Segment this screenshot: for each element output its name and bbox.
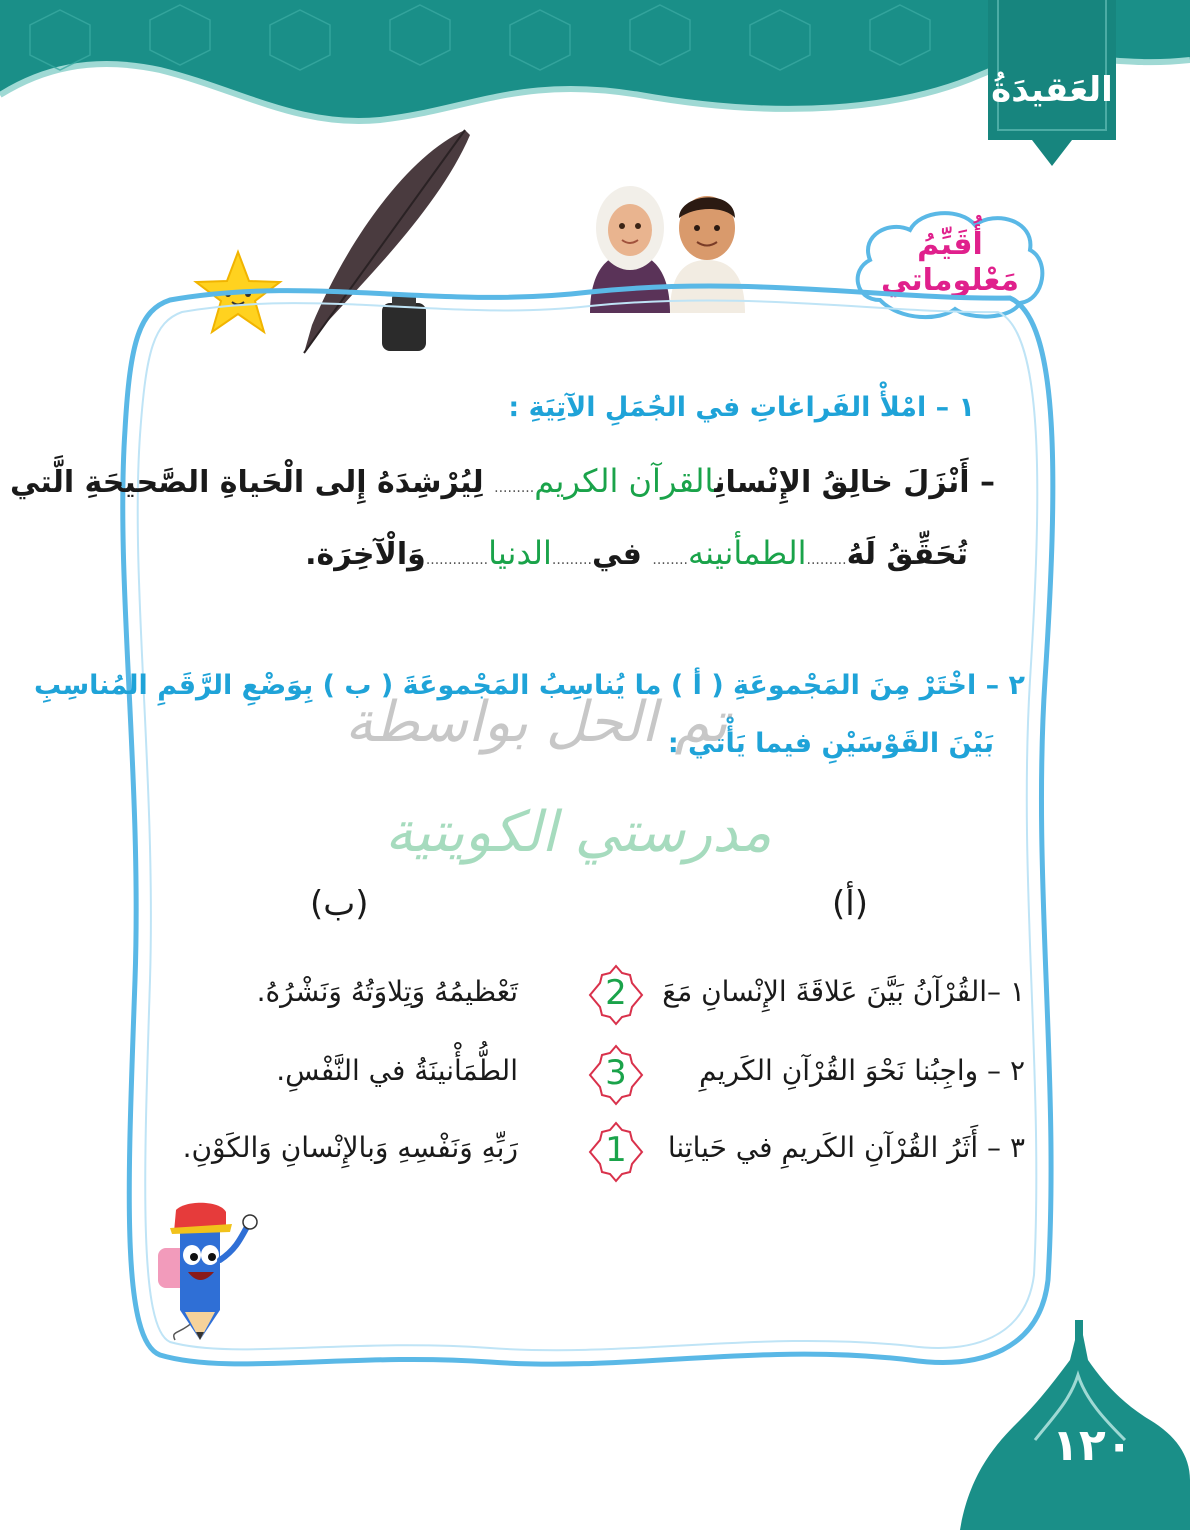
- section-title-line2: مَعْلوماتي: [880, 263, 1020, 298]
- q1-line1-suffix: لِيُرْشِدَهُ إِلى الْحَياةِ الصَّحيحَةِ الَّتي: [9, 465, 484, 500]
- subject-title: العَقيدَةُ: [991, 70, 1113, 110]
- q1-line1: [10, 462, 995, 500]
- watermark-line2: مدرستي الكويتية: [385, 800, 772, 865]
- q2-prompt-line1: ٢ – اخْتَرْ مِنَ المَجْموعَةِ ( أ ) ما يُناسِبُ المَجْموعَةَ ( ب ) بِوَضْعِ الرَّقَمِ المُناسِبِ: [34, 670, 1025, 701]
- dotted-blank: .........: [494, 480, 535, 496]
- q1-answer-field-1[interactable]: القرآن الكريم: [534, 462, 715, 500]
- column-a-header: (أ): [832, 884, 868, 924]
- answer-value-2: 3: [605, 1053, 627, 1093]
- q2-prompt-line2: بَيْنَ القَوْسَيْنِ فيما يَأْتي :: [667, 728, 994, 759]
- q1-line1-prefix: – أَنْزَلَ خالِقُ الإِنْسانِ: [714, 465, 995, 500]
- q1-line2-prefix: تُحَقِّقُ لَهُ: [846, 537, 968, 572]
- q1-answer-field-2[interactable]: الطمأنينه: [688, 534, 807, 572]
- q1-line2-middle: في: [591, 537, 642, 572]
- watermark-line1: تم الحل بواسطة: [345, 690, 728, 755]
- q1-line2: [305, 534, 968, 572]
- column-b-item-3: رَبِّهِ وَنَفْسِهِ وَبالإِنْسانِ وَالكَوْنِ.: [182, 1131, 518, 1164]
- section-title-line1: أُقَيِّمُ: [917, 227, 983, 262]
- column-a-item-2: ٢ – واجِبُنا نَحْوَ القُرْآنِ الكَريمِ: [699, 1054, 1025, 1087]
- answer-box-3[interactable]: [586, 1120, 646, 1184]
- dotted-blank: .........: [806, 552, 847, 568]
- dotted-blank: ........: [652, 552, 688, 568]
- page-number: ١٢٠: [1052, 1420, 1133, 1471]
- pencil-mascot-icon: [140, 1200, 265, 1345]
- column-a-item-3: ٣ – أَثَرُ القُرْآنِ الكَريمِ في حَياتِنا: [667, 1131, 1025, 1164]
- column-b-item-1: تَعْظيمُهُ وَتِلاوَتُهُ وَنَشْرُهُ.: [256, 975, 518, 1008]
- subject-tab: [988, 0, 1116, 168]
- column-b-item-2: الطُّمَأْنينَةُ في النَّفْسِ.: [276, 1054, 518, 1087]
- column-a-item-1: ١ –القُرْآنُ بَيَّنَ عَلاقَةَ الإِنْسانِ مَعَ: [662, 975, 1025, 1008]
- dotted-blank: ..............: [425, 552, 489, 568]
- column-b-header: (ب): [310, 884, 369, 924]
- answer-box-1[interactable]: [586, 963, 646, 1027]
- answer-box-2[interactable]: [586, 1043, 646, 1107]
- answer-value-1: 2: [605, 973, 627, 1013]
- dotted-blank: .........: [551, 552, 592, 568]
- q1-answer-field-3[interactable]: الدنيا: [488, 534, 552, 572]
- q1-line2-suffix: وَالْآخِرَة.: [305, 537, 426, 572]
- answer-value-3: 1: [605, 1130, 627, 1170]
- q1-prompt: ١ – امْلأْ الفَراغاتِ في الجُمَلِ الآتِيَةِ :: [508, 392, 975, 423]
